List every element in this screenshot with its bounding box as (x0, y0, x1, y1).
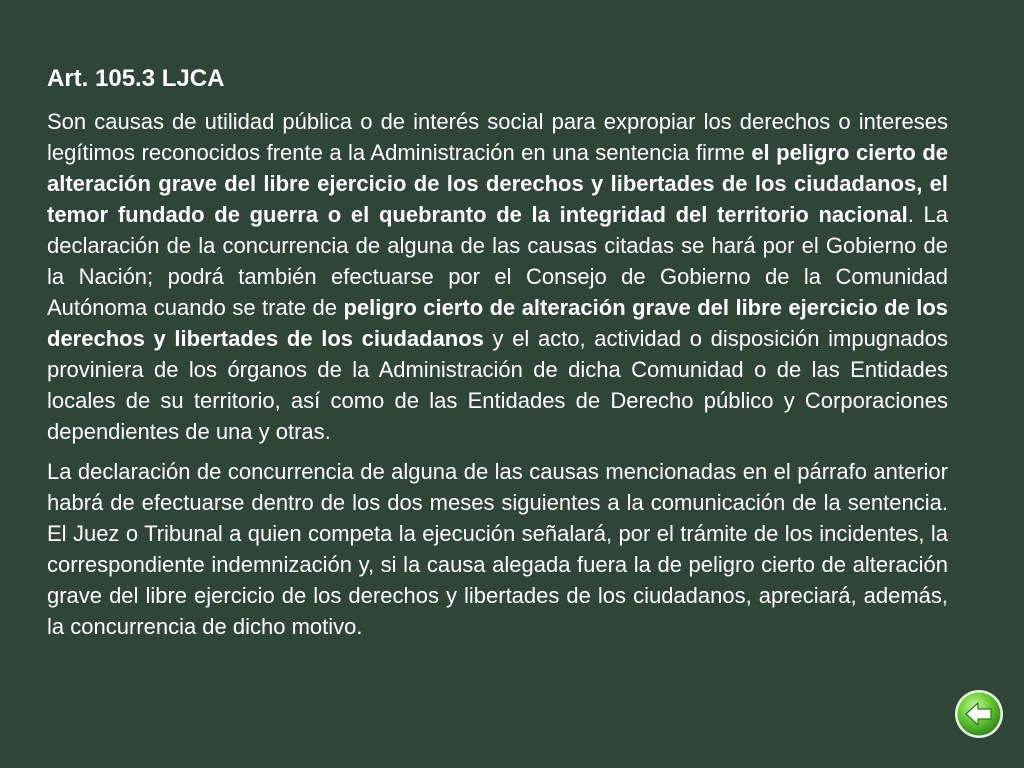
paragraph-2: La declaración de concurrencia de alguna de las causas mencionadas en el párrafo anterior habrá de efectuarse dentro de los dos meses siguientes a la comunicación de la sentencia. El Juez o Tribunal a quien competa la ejecución señalará, por el trámite de los incidentes, la correspondiente indemnización y, si la causa alegada fuera la de peligro cierto de alteración grave del libre ejercicio de los derechos y libertades de los ciudadanos, apreciará, además, la concurrencia de dicho motivo. (47, 459, 948, 639)
paragraph-1-text-3: y el acto, actividad o disposición impugnados proviniera de los órganos de la Administración de dicha Comunidad o de las Entidades locales de su territorio, así como de las Entidades de Derecho público y Corporaciones dependientes de una y otras. (47, 326, 948, 444)
slide-title: Art. 105.3 LJCA (47, 65, 225, 92)
paragraph-1-bold-2: peligro cierto de alteración grave del libre ejercicio de los derechos y libertades de los ciudadanos (47, 295, 948, 351)
paragraph-1-text-2: . La declaración de la concurrencia de alguna de las causas citadas se hará por el Gobierno de la Nación; podrá también efectuarse por el Consejo de Gobierno de la Comunidad Autónoma cuando se trate de (47, 202, 948, 320)
paragraph-1-bold-1: el peligro cierto de alteración grave del libre ejercicio de los derechos y libertades de los ciudadanos, el temor fundado de guerra o el quebranto de la integridad del territorio nacional (47, 140, 948, 227)
paragraph-1-text-1: Son causas de utilidad pública o de interés social para expropiar los derechos o intereses legítimos reconocidos frente a la Administración en una sentencia firme (47, 109, 948, 165)
slide-content (47, 62, 948, 651)
paragraph-1 (47, 106, 948, 447)
arrow-left-icon (954, 689, 1004, 739)
back-button[interactable] (954, 689, 1004, 739)
